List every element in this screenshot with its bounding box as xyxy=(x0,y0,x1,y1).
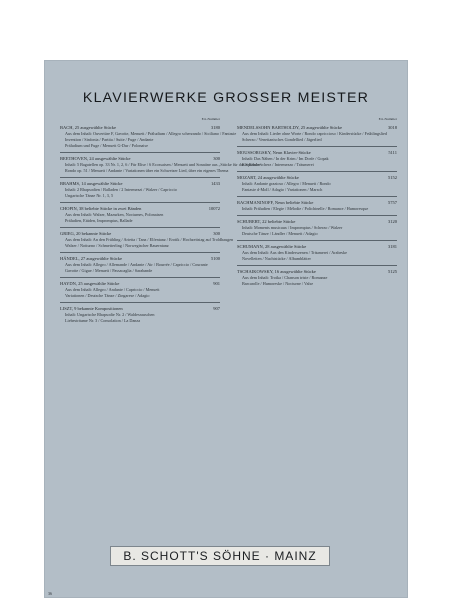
left-column xyxy=(60,117,262,324)
divider xyxy=(60,152,220,153)
entry-contents-line: Scherzo / Venetianisches Gondellied / Jägerlied xyxy=(242,137,322,142)
edition-number: 5152 xyxy=(388,175,397,180)
entry-contents-line: Aus dem Inhalt: Troika / Chanson triste / Romanze xyxy=(242,275,328,280)
entry-contents-line: Inhalt: Andante grazioso / Allegro / Menuett / Rondo xyxy=(242,181,331,186)
entry-contents-line: Aus dem Inhalt: Allegro / Andante / Capriccio / Menuett xyxy=(65,287,160,292)
entry-contents-line: Aus dem Inhalt: Allegro / Allemande / Andante / Air / Bourrée / Capriccio / Courante xyxy=(65,262,208,267)
entry-contents-line: Aus dem Inhalt: An den Frühling / Arietta / Tanz / Elfentanz / Erotik / Hochzeitstag auf Troldhaugen xyxy=(65,237,234,242)
price-column-header: Ed.-Nummer xyxy=(378,117,397,121)
catalog-entry xyxy=(237,244,397,262)
catalog-entry xyxy=(60,306,220,324)
entry-contents-line: Walzer / Notturno / Schmetterling / Norwegischer Bauerntanz xyxy=(65,243,169,248)
entry-contents-line: Barcarolle / Humoreske / Nocturne / Valse xyxy=(242,281,314,286)
entry-title: SCHUMANN, 28 ausgewählte Stücke xyxy=(237,244,307,249)
edition-number: 5100 xyxy=(211,256,220,261)
edition-number: 3120 xyxy=(388,219,397,224)
entry-contents-line: Variationen / Deutsche Tänze / Zingarese / Adagio xyxy=(65,293,150,298)
catalog-page xyxy=(44,60,408,598)
entry-contents-line: Inhalt: 5 Bagatellen op. 33 Nr. 1, 2, 6 / Für Elise / 6 Ecossaisen / Menuett und Sonatine aus „Stücke für das Spieluhr“ xyxy=(65,162,262,167)
edition-number: 901 xyxy=(213,281,220,286)
entry-title: HÄNDEL, 27 ausgewählte Stücke xyxy=(60,256,122,261)
page-title: KLAVIERWERKE GROSSER MEISTER xyxy=(82,90,370,106)
entry-contents-line: Inhalt: Ungarische Rhapsodie Nr. 2 / Waldesrauschen xyxy=(65,312,155,317)
divider xyxy=(60,227,220,228)
entry-contents-line: Rondo op. 51 / Menuett / Andante / Variationen über ein Schweizer Lied, über ein eigenes Thema xyxy=(65,168,229,173)
divider xyxy=(237,215,397,216)
catalog-entry xyxy=(60,206,220,224)
divider xyxy=(237,240,397,241)
entry-title: SCHUBERT, 22 beliebte Stücke xyxy=(237,219,296,224)
divider xyxy=(60,277,220,278)
catalog-entry xyxy=(237,200,397,212)
entry-contents-line: Aus dem Inhalt: Aus den Kinderszenen / Träumerei / Arabeske xyxy=(242,250,348,255)
edition-number: 3018 xyxy=(388,125,397,130)
entry-contents-line: Invention / Sinfonia / Partita / Suite / Fuge / Andante xyxy=(65,137,154,142)
entry-contents-line: Aus dem Inhalt: Ouvertüre F, Gavotte, Menuett / Präludium / Allegro scherzando / Siciliano / Fantasie xyxy=(65,131,237,136)
entry-title: MOUSSORGSKY, Neun Klavier-Stücke xyxy=(237,150,311,155)
divider xyxy=(60,302,220,303)
divider xyxy=(237,146,397,147)
catalog-entry xyxy=(60,281,220,299)
entry-contents-line: Ungarische Tänze Nr. 1, 3, 5 xyxy=(65,193,114,198)
entry-contents-line: Präludien, Etüden, Impromptus, Ballade xyxy=(65,218,133,223)
edition-number: 5111 xyxy=(388,150,397,155)
divider xyxy=(60,252,220,253)
entry-title: CHOPIN, 38 beliebte Stücke in zwei Bänden xyxy=(60,206,142,211)
entry-contents-line: Inhalt: Das Nähen / In der Krim / Im Dorfe / Gopak xyxy=(242,156,329,161)
divider xyxy=(60,177,220,178)
entry-contents-line: Präludium und Fuge / Menuett G-Dur / Polonaise xyxy=(65,143,148,148)
entry-contents-line: Inhalt: Präludien / Elegie / Mélodie / Polichinelle / Romance / Humoresque xyxy=(242,206,369,211)
catalog-entry xyxy=(60,156,262,174)
entry-contents-line: Gavotte / Gigue / Menuett / Passacaglia / Sarabande xyxy=(65,268,153,273)
entry-contents-line: Liebesträume Nr. 3 / Consolation / La Danza xyxy=(65,318,141,323)
entry-contents-line: Deutsche Tänze / Ländler / Menuett / Adagio xyxy=(242,231,318,236)
divider xyxy=(237,171,397,172)
catalog-entry xyxy=(237,175,397,193)
edition-number: 10072 xyxy=(208,206,220,211)
edition-number: 5757 xyxy=(388,200,397,205)
right-column xyxy=(237,117,397,287)
entry-contents-line: Aus dem Inhalt: Lieder ohne Worte / Rondo capriccioso / Kinderstücke / Frühlingslied xyxy=(242,131,387,136)
entry-title: BRAHMS, 14 ausgewählte Stücke xyxy=(60,181,123,186)
edition-number: 5125 xyxy=(388,269,397,274)
divider xyxy=(237,196,397,197)
entry-title: BEETHOVEN, 24 ausgewählte Stücke xyxy=(60,156,131,161)
entry-title: TSCHAIKOWSKY, 16 ausgewählte Stücke xyxy=(237,269,316,274)
catalog-entry xyxy=(60,125,237,149)
entry-title: MOZART, 24 ausgewählte Stücke xyxy=(237,175,299,180)
entry-title: BACH, 25 ausgewählte Stücke xyxy=(60,125,116,130)
entry-contents-line: Aus dem Inhalt: Walzer, Mazurken, Nocturnes, Polonaisen xyxy=(65,212,164,217)
entry-contents-line: Ein Kinderscherz / Intermezzo / Träumerei xyxy=(242,162,314,167)
publisher-imprint: B. SCHOTT'S SÖHNE · MAINZ xyxy=(110,546,330,566)
page-number: 36 xyxy=(48,591,52,596)
catalog-entry xyxy=(237,269,397,287)
entry-contents-line: Fantasie d-Moll / Adagio / Variationen / Marsch xyxy=(242,187,323,192)
catalog-entry xyxy=(60,231,234,249)
edition-number: 1433 xyxy=(211,181,220,186)
divider xyxy=(237,265,397,266)
price-column-header: Ed.-Nummer xyxy=(201,117,220,121)
edition-number: 907 xyxy=(213,306,220,311)
edition-number: 300 xyxy=(213,231,220,236)
entry-contents-line: Inhalt: Moments musicaux / Impromptus / Scherzo / Walzer xyxy=(242,225,343,230)
entry-title: MENDELSSOHN BARTHOLDY, 25 ausgewählte Stücke xyxy=(237,125,343,130)
entry-title: HAYDN, 25 ausgewählte Stücke xyxy=(60,281,120,286)
catalog-entry xyxy=(60,181,220,199)
divider xyxy=(60,202,220,203)
entry-title: RACHMANINOFF, Neun beliebte Stücke xyxy=(237,200,314,205)
edition-number: 300 xyxy=(213,156,220,161)
entry-title: GRIEG, 20 bekannte Stücke xyxy=(60,231,112,236)
entry-title: LISZT, 9 bekannte Kompositionen xyxy=(60,306,123,311)
edition-number: 3181 xyxy=(388,244,397,249)
catalog-entry xyxy=(237,219,397,237)
entry-contents-line: Novelletten / Nachtstücke / Albumblätter xyxy=(242,256,311,261)
catalog-entry xyxy=(237,150,397,168)
catalog-entry xyxy=(237,125,397,143)
entry-contents-line: Inhalt: 2 Rhapsodien / Balladen / 2 Intermezzi / Walzer / Capriccio xyxy=(65,187,177,192)
edition-number: 3180 xyxy=(211,125,220,130)
catalog-entry xyxy=(60,256,220,274)
